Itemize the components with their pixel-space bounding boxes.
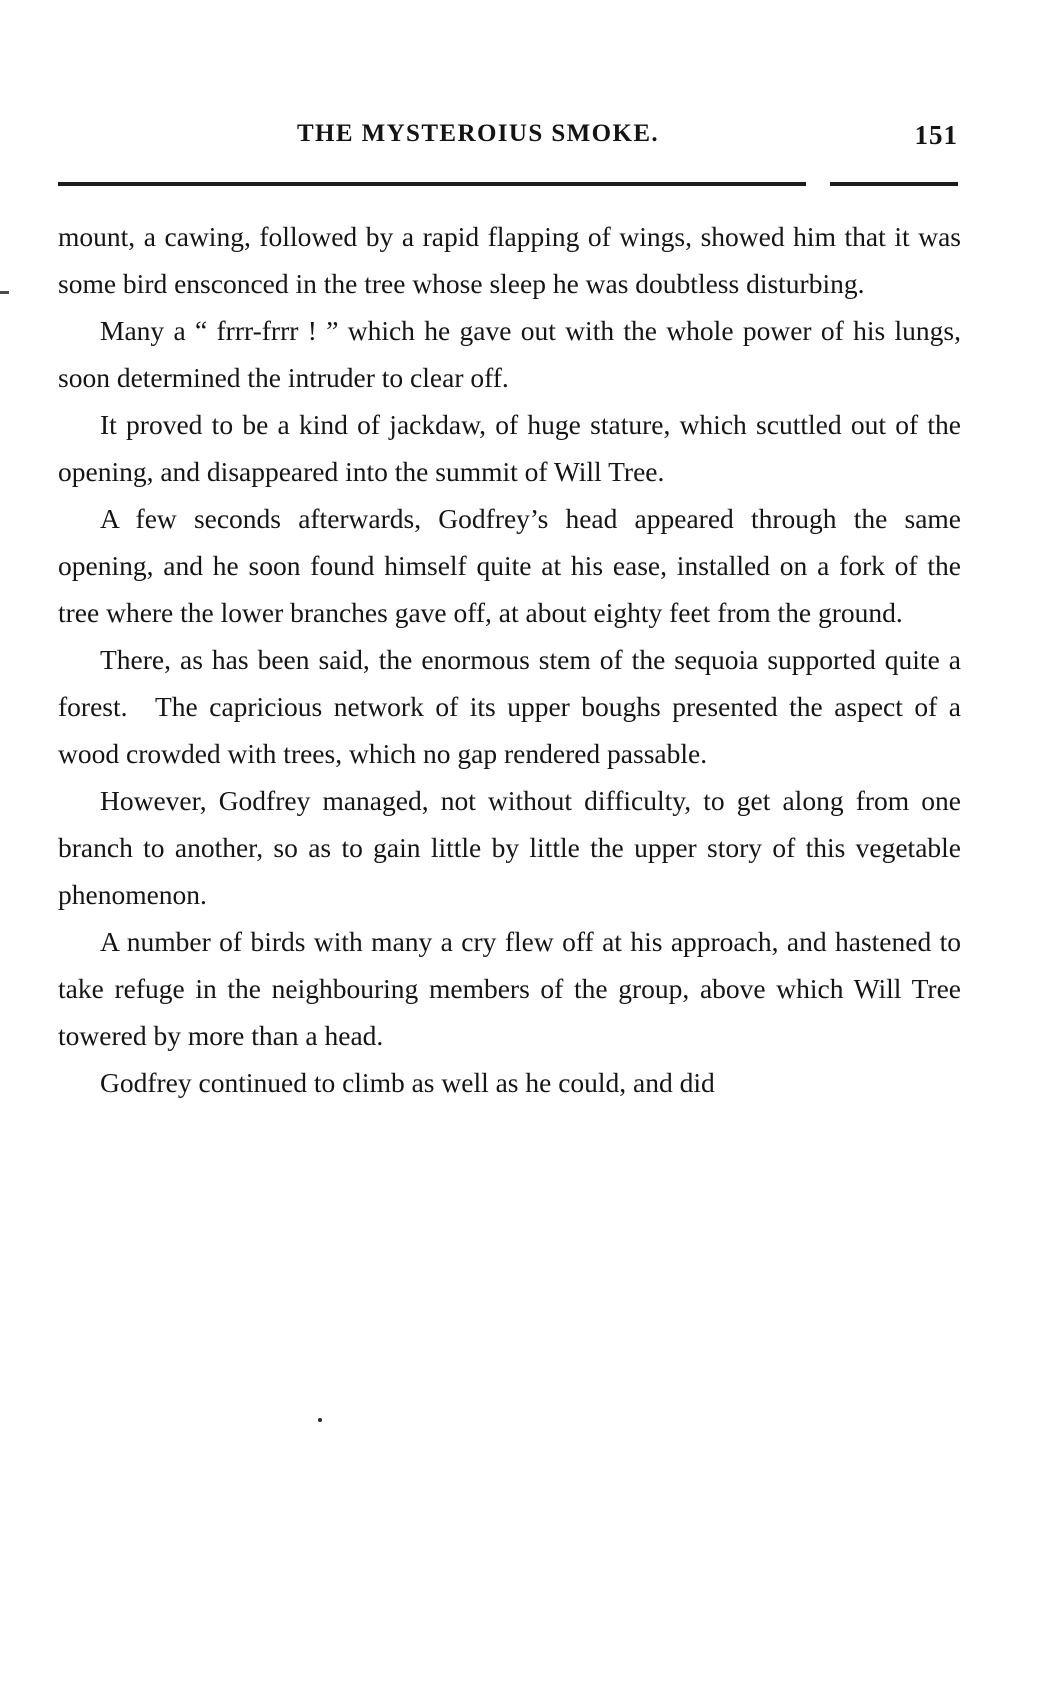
paragraph: However, Godfrey managed, not without difficulty, to get along from one branch to another, so as to gain little by little the upper story of this vegetable phenomenon. — [58, 785, 961, 910]
page-edge-mark — [0, 291, 9, 294]
page-number: 151 — [914, 120, 958, 150]
paragraph: Many a “ frrr-frrr ! ” which he gave out with the whole power of his lungs, soon determined the intruder to clear off. — [58, 315, 961, 393]
body-text — [58, 213, 961, 1106]
page-tail-mark — [318, 1418, 322, 1422]
header-rule-gap — [806, 182, 830, 187]
paragraph: There, as has been said, the enormous stem of the sequoia supported quite a forest. The capricious network of its upper boughs presented the aspect of a wood crowded with trees, which no gap rendered passable. — [58, 644, 961, 769]
paragraph: mount, a cawing, followed by a rapid flapping of wings, showed him that it was some bird ensconced in the tree whose sleep he was doubtless disturbing. — [58, 221, 961, 299]
running-head: THE MYSTEROIUS SMOKE. — [296, 120, 660, 147]
paragraph: It proved to be a kind of jackdaw, of huge stature, which scuttled out of the opening, and disappeared into the summit of Will Tree. — [58, 409, 961, 487]
paragraph: Godfrey continued to climb as well as he could, and did — [100, 1067, 715, 1098]
paragraph: A few seconds afterwards, Godfrey’s head appeared through the same opening, and he soon found himself quite at his ease, installed on a fork of the tree where the lower branches gave off, at about eighty feet from the ground. — [58, 503, 961, 628]
page-header — [58, 120, 958, 160]
paragraph: A number of birds with many a cry flew off at his approach, and hastened to take refuge in the neighbouring members of the group, above which Will Tree towered by more than a head. — [58, 926, 961, 1051]
